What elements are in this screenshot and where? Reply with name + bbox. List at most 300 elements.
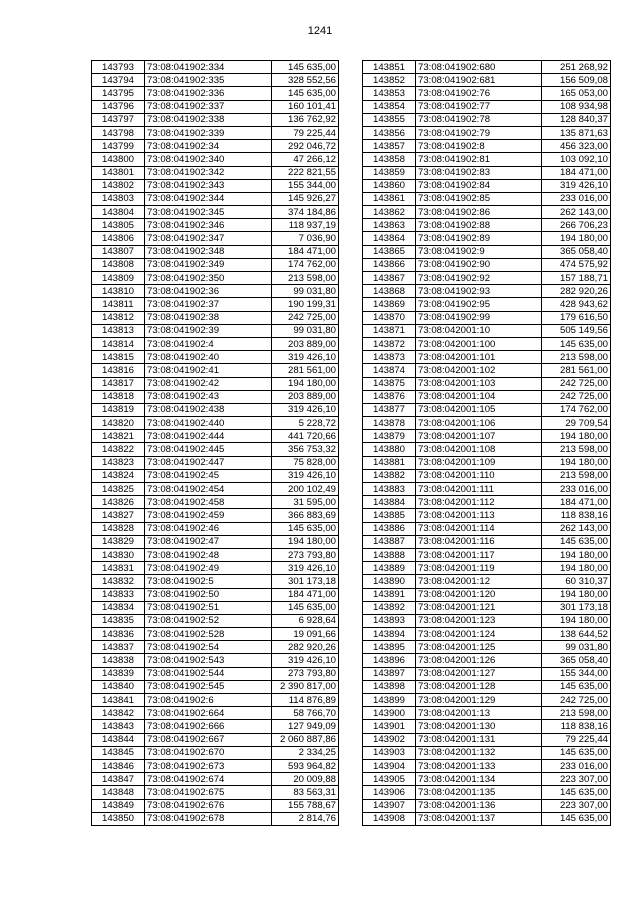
table-row bbox=[92, 100, 339, 113]
cadastral-number-cell: 73:08:041902:667 bbox=[145, 733, 272, 746]
value-cell: 60 310,37 bbox=[542, 575, 611, 588]
value-cell: 319 426,10 bbox=[272, 562, 339, 575]
table-row bbox=[92, 628, 339, 641]
row-number-cell: 143884 bbox=[363, 496, 416, 509]
table-row bbox=[92, 430, 339, 443]
table-row bbox=[363, 232, 611, 245]
cadastral-number-cell: 73:08:041902:95 bbox=[416, 298, 542, 311]
table-row bbox=[363, 337, 611, 350]
value-cell: 145 635,00 bbox=[542, 680, 611, 693]
row-number-cell: 143899 bbox=[363, 694, 416, 707]
table-row bbox=[92, 87, 339, 100]
cadastral-number-cell: 73:08:041902:674 bbox=[145, 773, 272, 786]
row-number-cell: 143807 bbox=[92, 245, 145, 258]
value-cell: 155 344,00 bbox=[272, 179, 339, 192]
table-row bbox=[92, 298, 339, 311]
table-row bbox=[92, 364, 339, 377]
row-number-cell: 143844 bbox=[92, 733, 145, 746]
value-cell: 79 225,44 bbox=[542, 733, 611, 746]
cadastral-number-cell: 73:08:041902:340 bbox=[145, 153, 272, 166]
row-number-cell: 143860 bbox=[363, 179, 416, 192]
row-number-cell: 143814 bbox=[92, 337, 145, 350]
row-number-cell: 143904 bbox=[363, 759, 416, 772]
value-cell: 233 016,00 bbox=[542, 759, 611, 772]
value-cell: 79 225,44 bbox=[272, 126, 339, 139]
table-row bbox=[92, 179, 339, 192]
table-row bbox=[363, 364, 611, 377]
row-number-cell: 143893 bbox=[363, 614, 416, 627]
value-cell: 319 426,10 bbox=[272, 469, 339, 482]
value-cell: 194 180,00 bbox=[542, 232, 611, 245]
table-row bbox=[92, 166, 339, 179]
table-row bbox=[92, 206, 339, 219]
table-row bbox=[92, 272, 339, 285]
cadastral-number-cell: 73:08:041902:675 bbox=[145, 786, 272, 799]
value-cell: 7 036,90 bbox=[272, 232, 339, 245]
cadastral-number-cell: 73:08:041902:42 bbox=[145, 377, 272, 390]
row-number-cell: 143813 bbox=[92, 324, 145, 337]
row-number-cell: 143872 bbox=[363, 337, 416, 350]
row-number-cell: 143831 bbox=[92, 562, 145, 575]
row-number-cell: 143883 bbox=[363, 483, 416, 496]
row-number-cell: 143866 bbox=[363, 258, 416, 271]
value-cell: 99 031,80 bbox=[542, 641, 611, 654]
table-row bbox=[92, 245, 339, 258]
cadastral-number-cell: 73:08:042001:119 bbox=[416, 562, 542, 575]
table-row bbox=[363, 667, 611, 680]
row-number-cell: 143897 bbox=[363, 667, 416, 680]
row-number-cell: 143797 bbox=[92, 113, 145, 126]
value-cell: 118 838,16 bbox=[542, 720, 611, 733]
table-row bbox=[363, 377, 611, 390]
cadastral-number-cell: 73:08:042001:136 bbox=[416, 799, 542, 812]
cadastral-number-cell: 73:08:041902:343 bbox=[145, 179, 272, 192]
value-cell: 213 598,00 bbox=[542, 707, 611, 720]
cadastral-number-cell: 73:08:042001:132 bbox=[416, 746, 542, 759]
table-row bbox=[363, 403, 611, 416]
value-cell: 213 598,00 bbox=[542, 443, 611, 456]
value-cell: 266 706,23 bbox=[542, 219, 611, 232]
table-row bbox=[363, 733, 611, 746]
table-row bbox=[363, 707, 611, 720]
cadastral-number-cell: 73:08:042001:103 bbox=[416, 377, 542, 390]
table-row bbox=[92, 232, 339, 245]
cadastral-number-cell: 73:08:041902:34 bbox=[145, 140, 272, 153]
row-number-cell: 143817 bbox=[92, 377, 145, 390]
cadastral-number-cell: 73:08:041902:89 bbox=[416, 232, 542, 245]
table-row bbox=[92, 258, 339, 271]
row-number-cell: 143837 bbox=[92, 641, 145, 654]
row-number-cell: 143901 bbox=[363, 720, 416, 733]
table-row bbox=[363, 417, 611, 430]
cadastral-number-cell: 73:08:041902:49 bbox=[145, 562, 272, 575]
cadastral-number-cell: 73:08:041902:345 bbox=[145, 206, 272, 219]
value-cell: 292 046,72 bbox=[272, 140, 339, 153]
row-number-cell: 143816 bbox=[92, 364, 145, 377]
value-cell: 282 920,26 bbox=[272, 641, 339, 654]
table-row bbox=[92, 351, 339, 364]
table-row bbox=[92, 126, 339, 139]
table-row bbox=[92, 773, 339, 786]
row-number-cell: 143857 bbox=[363, 140, 416, 153]
value-cell: 108 934,98 bbox=[542, 100, 611, 113]
row-number-cell: 143848 bbox=[92, 786, 145, 799]
value-cell: 301 173,18 bbox=[272, 575, 339, 588]
cadastral-number-cell: 73:08:042001:106 bbox=[416, 417, 542, 430]
value-cell: 190 199,31 bbox=[272, 298, 339, 311]
page-number: 1241 bbox=[307, 25, 333, 37]
table-row bbox=[92, 641, 339, 654]
value-cell: 19 091,66 bbox=[272, 628, 339, 641]
table-row bbox=[363, 483, 611, 496]
cadastral-number-cell: 73:08:041902:81 bbox=[416, 153, 542, 166]
cadastral-number-cell: 73:08:041902:670 bbox=[145, 746, 272, 759]
value-cell: 273 793,80 bbox=[272, 548, 339, 561]
row-number-cell: 143828 bbox=[92, 522, 145, 535]
cadastral-number-cell: 73:08:041902:334 bbox=[145, 61, 272, 74]
table-row bbox=[363, 548, 611, 561]
row-number-cell: 143812 bbox=[92, 311, 145, 324]
row-number-cell: 143906 bbox=[363, 786, 416, 799]
row-number-cell: 143796 bbox=[92, 100, 145, 113]
cadastral-number-cell: 73:08:041902:447 bbox=[145, 456, 272, 469]
cadastral-number-cell: 73:08:042001:137 bbox=[416, 812, 542, 825]
row-number-cell: 143821 bbox=[92, 430, 145, 443]
value-cell: 242 725,00 bbox=[272, 311, 339, 324]
row-number-cell: 143863 bbox=[363, 219, 416, 232]
value-cell: 474 575,92 bbox=[542, 258, 611, 271]
cadastral-number-cell: 73:08:042001:108 bbox=[416, 443, 542, 456]
table-row bbox=[363, 430, 611, 443]
cadastral-number-cell: 73:08:041902:40 bbox=[145, 351, 272, 364]
row-number-cell: 143803 bbox=[92, 192, 145, 205]
cadastral-number-cell: 73:08:041902:339 bbox=[145, 126, 272, 139]
row-number-cell: 143826 bbox=[92, 496, 145, 509]
cadastral-number-cell: 73:08:042001:130 bbox=[416, 720, 542, 733]
cadastral-number-cell: 73:08:041902:48 bbox=[145, 548, 272, 561]
value-cell: 242 725,00 bbox=[542, 694, 611, 707]
value-cell: 58 766,70 bbox=[272, 707, 339, 720]
value-cell: 222 821,55 bbox=[272, 166, 339, 179]
value-cell: 194 180,00 bbox=[542, 430, 611, 443]
row-number-cell: 143809 bbox=[92, 272, 145, 285]
value-cell: 301 173,18 bbox=[542, 601, 611, 614]
cadastral-number-cell: 73:08:041902:92 bbox=[416, 272, 542, 285]
cadastral-number-cell: 73:08:041902:348 bbox=[145, 245, 272, 258]
value-cell: 441 720,66 bbox=[272, 430, 339, 443]
cadastral-number-cell: 73:08:042001:105 bbox=[416, 403, 542, 416]
table-row bbox=[92, 548, 339, 561]
row-number-cell: 143854 bbox=[363, 100, 416, 113]
value-cell: 223 307,00 bbox=[542, 773, 611, 786]
table-row bbox=[92, 403, 339, 416]
row-number-cell: 143885 bbox=[363, 509, 416, 522]
table-row bbox=[363, 575, 611, 588]
table-row bbox=[363, 614, 611, 627]
row-number-cell: 143820 bbox=[92, 417, 145, 430]
value-cell: 145 635,00 bbox=[542, 337, 611, 350]
cadastral-number-cell: 73:08:041902:45 bbox=[145, 469, 272, 482]
row-number-cell: 143839 bbox=[92, 667, 145, 680]
cadastral-number-cell: 73:08:042001:10 bbox=[416, 324, 542, 337]
cadastral-number-cell: 73:08:041902:50 bbox=[145, 588, 272, 601]
row-number-cell: 143823 bbox=[92, 456, 145, 469]
row-number-cell: 143876 bbox=[363, 390, 416, 403]
row-number-cell: 143818 bbox=[92, 390, 145, 403]
row-number-cell: 143874 bbox=[363, 364, 416, 377]
row-number-cell: 143858 bbox=[363, 153, 416, 166]
row-number-cell: 143851 bbox=[363, 61, 416, 74]
table-row bbox=[92, 720, 339, 733]
cadastral-number-cell: 73:08:041902:458 bbox=[145, 496, 272, 509]
cadastral-number-cell: 73:08:041902:93 bbox=[416, 285, 542, 298]
cadastral-number-cell: 73:08:041902:336 bbox=[145, 87, 272, 100]
table-row bbox=[363, 285, 611, 298]
table-row bbox=[363, 87, 611, 100]
value-cell: 103 092,10 bbox=[542, 153, 611, 166]
row-number-cell: 143834 bbox=[92, 601, 145, 614]
table-row bbox=[363, 126, 611, 139]
table-row bbox=[363, 799, 611, 812]
table-row bbox=[92, 588, 339, 601]
cadastral-number-cell: 73:08:041902:77 bbox=[416, 100, 542, 113]
table-row bbox=[363, 258, 611, 271]
value-cell: 203 889,00 bbox=[272, 337, 339, 350]
table-row bbox=[92, 61, 339, 74]
value-cell: 319 426,10 bbox=[272, 403, 339, 416]
value-cell: 184 471,00 bbox=[272, 245, 339, 258]
row-number-cell: 143808 bbox=[92, 258, 145, 271]
parcel-table-right bbox=[362, 60, 611, 826]
row-number-cell: 143835 bbox=[92, 614, 145, 627]
value-cell: 165 053,00 bbox=[542, 87, 611, 100]
row-number-cell: 143842 bbox=[92, 707, 145, 720]
table-row bbox=[363, 773, 611, 786]
row-number-cell: 143882 bbox=[363, 469, 416, 482]
table-row bbox=[92, 522, 339, 535]
row-number-cell: 143840 bbox=[92, 680, 145, 693]
row-number-cell: 143861 bbox=[363, 192, 416, 205]
table-row bbox=[363, 113, 611, 126]
value-cell: 365 058,40 bbox=[542, 245, 611, 258]
value-cell: 2 334,25 bbox=[272, 746, 339, 759]
value-cell: 29 709,54 bbox=[542, 417, 611, 430]
table-row bbox=[363, 628, 611, 641]
value-cell: 194 180,00 bbox=[272, 535, 339, 548]
value-cell: 118 937,19 bbox=[272, 219, 339, 232]
table-row bbox=[92, 219, 339, 232]
row-number-cell: 143800 bbox=[92, 153, 145, 166]
value-cell: 356 753,32 bbox=[272, 443, 339, 456]
cadastral-number-cell: 73:08:041902:440 bbox=[145, 417, 272, 430]
cadastral-number-cell: 73:08:042001:112 bbox=[416, 496, 542, 509]
value-cell: 2 814,76 bbox=[272, 812, 339, 825]
value-cell: 47 266,12 bbox=[272, 153, 339, 166]
table-row bbox=[92, 759, 339, 772]
cadastral-number-cell: 73:08:041902:90 bbox=[416, 258, 542, 271]
cadastral-number-cell: 73:08:042001:113 bbox=[416, 509, 542, 522]
table-row bbox=[92, 153, 339, 166]
row-number-cell: 143798 bbox=[92, 126, 145, 139]
value-cell: 273 793,80 bbox=[272, 667, 339, 680]
cadastral-number-cell: 73:08:041902:678 bbox=[145, 812, 272, 825]
row-number-cell: 143907 bbox=[363, 799, 416, 812]
row-number-cell: 143841 bbox=[92, 694, 145, 707]
table-row bbox=[363, 311, 611, 324]
cadastral-number-cell: 73:08:041902:528 bbox=[145, 628, 272, 641]
row-number-cell: 143870 bbox=[363, 311, 416, 324]
table-row bbox=[363, 759, 611, 772]
value-cell: 194 180,00 bbox=[542, 588, 611, 601]
value-cell: 194 180,00 bbox=[542, 456, 611, 469]
value-cell: 242 725,00 bbox=[542, 377, 611, 390]
table-row bbox=[92, 812, 339, 825]
table-row bbox=[92, 469, 339, 482]
value-cell: 223 307,00 bbox=[542, 799, 611, 812]
table-row bbox=[92, 74, 339, 87]
table-row bbox=[92, 746, 339, 759]
table-row bbox=[363, 219, 611, 232]
value-cell: 174 762,00 bbox=[272, 258, 339, 271]
row-number-cell: 143853 bbox=[363, 87, 416, 100]
row-number-cell: 143805 bbox=[92, 219, 145, 232]
table-row bbox=[363, 166, 611, 179]
table-row bbox=[363, 522, 611, 535]
value-cell: 194 180,00 bbox=[542, 614, 611, 627]
row-number-cell: 143849 bbox=[92, 799, 145, 812]
value-cell: 99 031,80 bbox=[272, 324, 339, 337]
row-number-cell: 143871 bbox=[363, 324, 416, 337]
cadastral-number-cell: 73:08:041902:681 bbox=[416, 74, 542, 87]
table-row bbox=[92, 337, 339, 350]
value-cell: 179 616,50 bbox=[542, 311, 611, 324]
table-row bbox=[363, 140, 611, 153]
table-row bbox=[363, 654, 611, 667]
cadastral-number-cell: 73:08:041902:337 bbox=[145, 100, 272, 113]
cadastral-number-cell: 73:08:041902:680 bbox=[416, 61, 542, 74]
cadastral-number-cell: 73:08:041902:350 bbox=[145, 272, 272, 285]
row-number-cell: 143867 bbox=[363, 272, 416, 285]
cadastral-number-cell: 73:08:042001:135 bbox=[416, 786, 542, 799]
value-cell: 2 390 817,00 bbox=[272, 680, 339, 693]
cadastral-number-cell: 73:08:042001:13 bbox=[416, 707, 542, 720]
cadastral-number-cell: 73:08:041902:43 bbox=[145, 390, 272, 403]
value-cell: 145 635,00 bbox=[542, 535, 611, 548]
value-cell: 428 943,62 bbox=[542, 298, 611, 311]
row-number-cell: 143824 bbox=[92, 469, 145, 482]
table-row bbox=[92, 680, 339, 693]
row-number-cell: 143856 bbox=[363, 126, 416, 139]
cadastral-number-cell: 73:08:041902:36 bbox=[145, 285, 272, 298]
table-row bbox=[363, 298, 611, 311]
cadastral-number-cell: 73:08:042001:109 bbox=[416, 456, 542, 469]
cadastral-number-cell: 73:08:041902:99 bbox=[416, 311, 542, 324]
row-number-cell: 143855 bbox=[363, 113, 416, 126]
value-cell: 213 598,00 bbox=[542, 469, 611, 482]
value-cell: 114 876,89 bbox=[272, 694, 339, 707]
row-number-cell: 143799 bbox=[92, 140, 145, 153]
row-number-cell: 143850 bbox=[92, 812, 145, 825]
cadastral-number-cell: 73:08:042001:126 bbox=[416, 654, 542, 667]
row-number-cell: 143847 bbox=[92, 773, 145, 786]
row-number-cell: 143829 bbox=[92, 535, 145, 548]
value-cell: 365 058,40 bbox=[542, 654, 611, 667]
cadastral-number-cell: 73:08:041902:39 bbox=[145, 324, 272, 337]
cadastral-number-cell: 73:08:041902:673 bbox=[145, 759, 272, 772]
cadastral-number-cell: 73:08:041902:54 bbox=[145, 641, 272, 654]
table-row bbox=[363, 812, 611, 825]
row-number-cell: 143804 bbox=[92, 206, 145, 219]
cadastral-number-cell: 73:08:041902:52 bbox=[145, 614, 272, 627]
cadastral-number-cell: 73:08:042001:124 bbox=[416, 628, 542, 641]
value-cell: 262 143,00 bbox=[542, 206, 611, 219]
value-cell: 194 180,00 bbox=[272, 377, 339, 390]
table-row bbox=[92, 483, 339, 496]
value-cell: 319 426,10 bbox=[272, 654, 339, 667]
value-cell: 233 016,00 bbox=[542, 192, 611, 205]
table-row bbox=[92, 456, 339, 469]
table-row bbox=[92, 614, 339, 627]
row-number-cell: 143890 bbox=[363, 575, 416, 588]
row-number-cell: 143902 bbox=[363, 733, 416, 746]
table-row bbox=[363, 192, 611, 205]
value-cell: 233 016,00 bbox=[542, 483, 611, 496]
table-row bbox=[363, 562, 611, 575]
value-cell: 505 149,56 bbox=[542, 324, 611, 337]
table-row bbox=[92, 667, 339, 680]
table-row bbox=[363, 746, 611, 759]
value-cell: 319 426,10 bbox=[542, 179, 611, 192]
table-row bbox=[92, 311, 339, 324]
value-cell: 135 871,63 bbox=[542, 126, 611, 139]
row-number-cell: 143802 bbox=[92, 179, 145, 192]
row-number-cell: 143905 bbox=[363, 773, 416, 786]
value-cell: 157 188,71 bbox=[542, 272, 611, 285]
row-number-cell: 143894 bbox=[363, 628, 416, 641]
table-row bbox=[363, 206, 611, 219]
row-number-cell: 143878 bbox=[363, 417, 416, 430]
cadastral-number-cell: 73:08:041902:544 bbox=[145, 667, 272, 680]
cadastral-number-cell: 73:08:042001:114 bbox=[416, 522, 542, 535]
cadastral-number-cell: 73:08:041902:5 bbox=[145, 575, 272, 588]
table-row bbox=[92, 694, 339, 707]
row-number-cell: 143795 bbox=[92, 87, 145, 100]
value-cell: 242 725,00 bbox=[542, 390, 611, 403]
table-row bbox=[363, 641, 611, 654]
row-number-cell: 143900 bbox=[363, 707, 416, 720]
row-number-cell: 143887 bbox=[363, 535, 416, 548]
row-number-cell: 143873 bbox=[363, 351, 416, 364]
value-cell: 155 344,00 bbox=[542, 667, 611, 680]
table-row bbox=[363, 272, 611, 285]
cadastral-number-cell: 73:08:041902:79 bbox=[416, 126, 542, 139]
row-number-cell: 143869 bbox=[363, 298, 416, 311]
row-number-cell: 143879 bbox=[363, 430, 416, 443]
value-cell: 145 635,00 bbox=[272, 601, 339, 614]
cadastral-number-cell: 73:08:042001:104 bbox=[416, 390, 542, 403]
table-row bbox=[363, 390, 611, 403]
table-row bbox=[363, 469, 611, 482]
value-cell: 184 471,00 bbox=[542, 496, 611, 509]
cadastral-number-cell: 73:08:041902:37 bbox=[145, 298, 272, 311]
value-cell: 456 323,00 bbox=[542, 140, 611, 153]
row-number-cell: 143908 bbox=[363, 812, 416, 825]
value-cell: 374 184,86 bbox=[272, 206, 339, 219]
table-row bbox=[92, 285, 339, 298]
cadastral-number-cell: 73:08:042001:133 bbox=[416, 759, 542, 772]
row-number-cell: 143886 bbox=[363, 522, 416, 535]
value-cell: 145 635,00 bbox=[542, 786, 611, 799]
